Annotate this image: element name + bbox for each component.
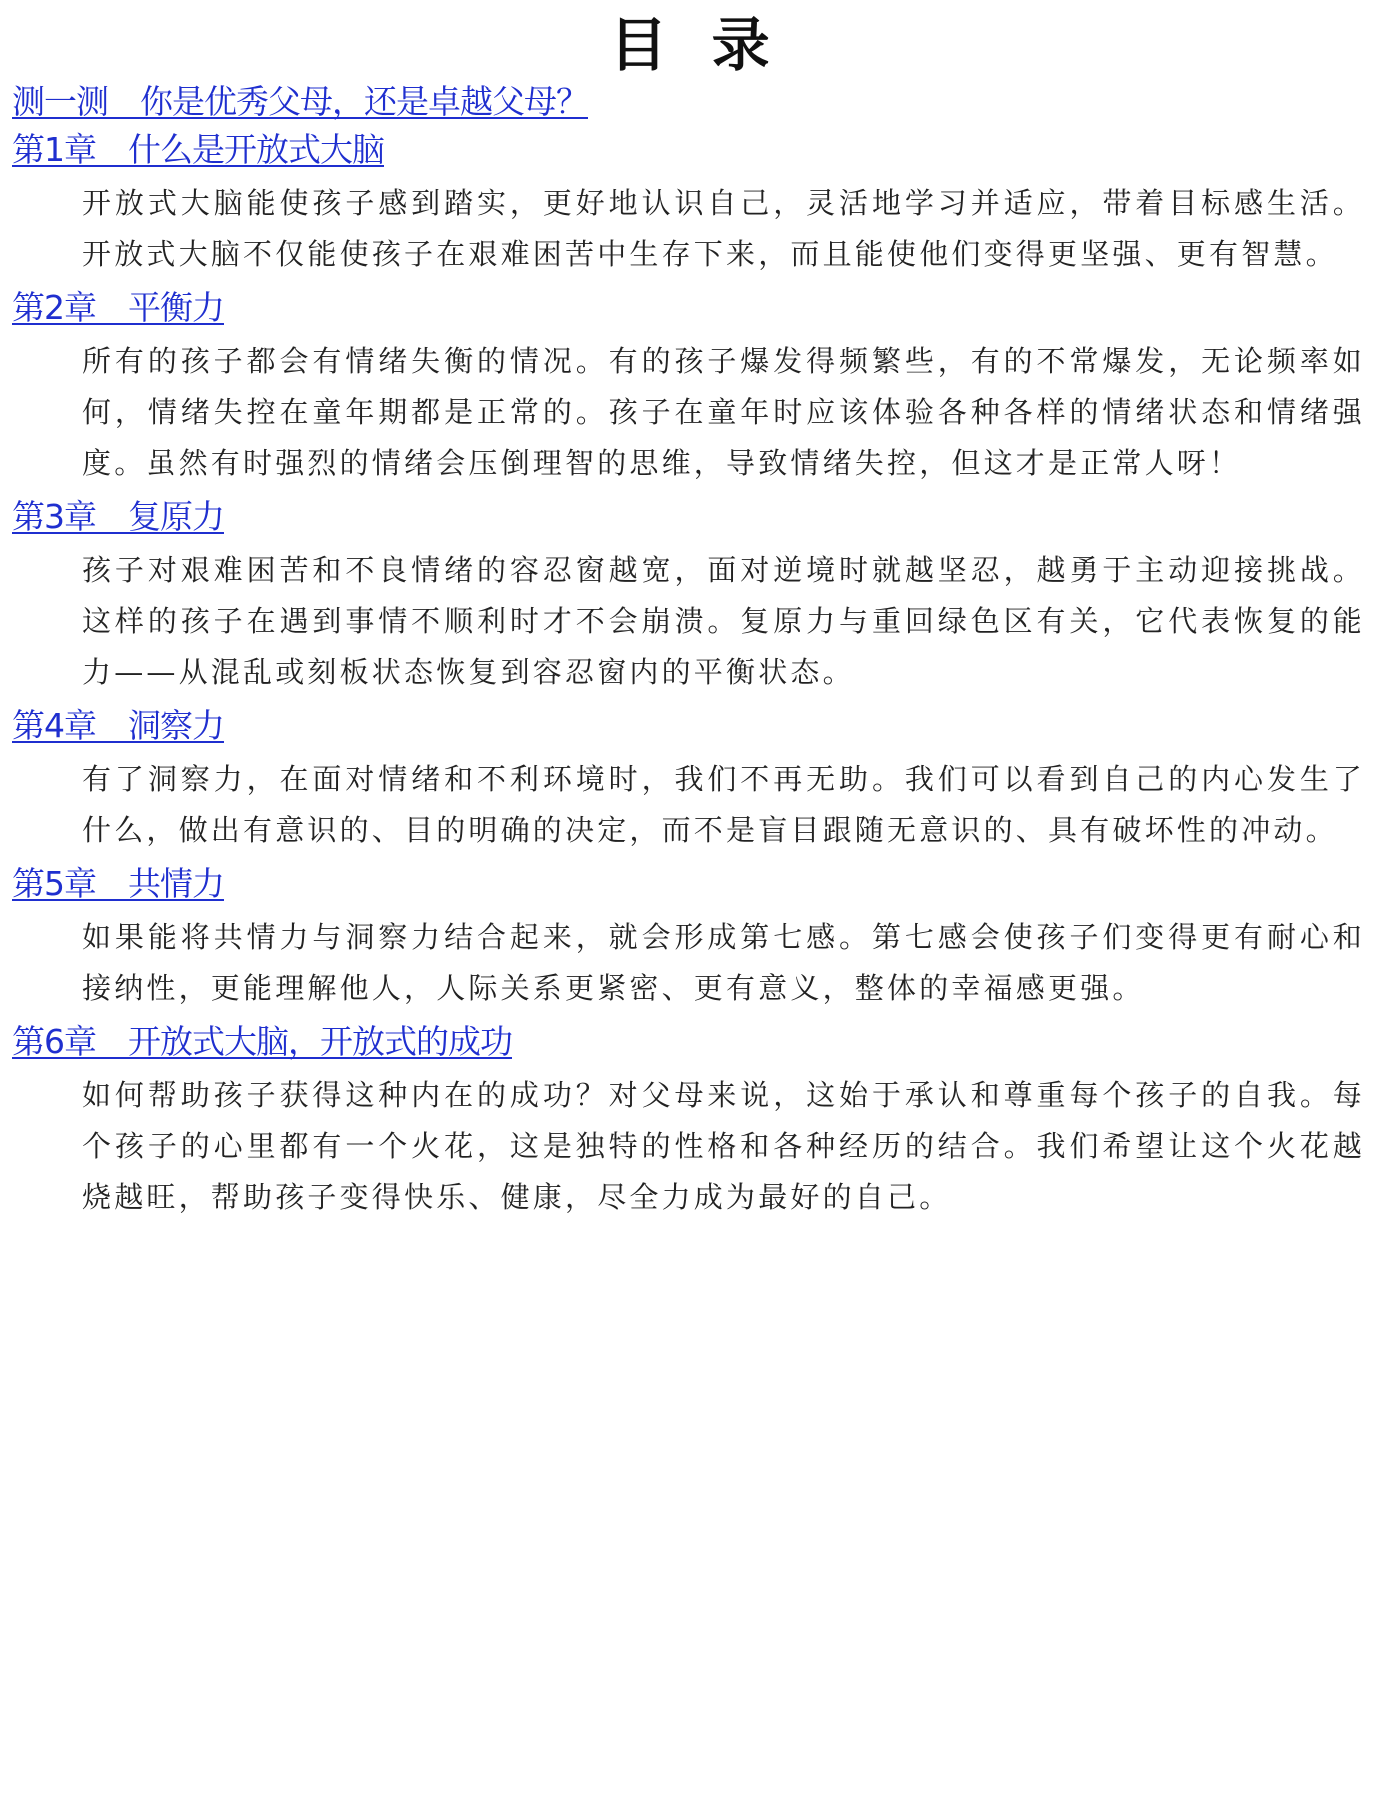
toc-link-quiz[interactable]: 测一测 你是优秀父母，还是卓越父母？ — [12, 82, 588, 121]
toc-entry-chapter-3 — [12, 493, 1391, 702]
page-title: 目 录 — [609, 11, 782, 79]
toc-entry-quiz — [12, 78, 1391, 126]
toc-entry-chapter-5 — [12, 860, 1391, 1018]
toc-link-chapter-1[interactable]: 第1章 什么是开放式大脑 — [12, 130, 384, 169]
toc-entry-chapter-4 — [12, 702, 1391, 860]
toc-entry-chapter-2 — [12, 284, 1391, 493]
toc-link-chapter-3[interactable]: 第3章 复原力 — [12, 497, 224, 536]
toc-link-chapter-6[interactable]: 第6章 开放式大脑，开放式的成功 — [12, 1022, 512, 1061]
chapter-6-summary: 如何帮助孩子获得这种内在的成功？对父母来说，这始于承认和尊重每个孩子的自我。每个孩子的心里都有一个火花，这是独特的性格和各种经历的结合。我们希望让这个火花越烧越旺，帮助孩子变得快乐、健康，尽全力成为最好的自己。 — [82, 1078, 1365, 1214]
toc-link-chapter-4[interactable]: 第4章 洞察力 — [12, 706, 224, 745]
toc-entry-chapter-6 — [12, 1018, 1391, 1227]
chapter-5-summary: 如果能将共情力与洞察力结合起来，就会形成第七感。第七感会使孩子们变得更有耐心和接纳性，更能理解他人，人际关系更紧密、更有意义，整体的幸福感更强。 — [82, 920, 1365, 1005]
chapter-2-summary: 所有的孩子都会有情绪失衡的情况。有的孩子爆发得频繁些，有的不常爆发，无论频率如何，情绪失控在童年期都是正常的。孩子在童年时应该体验各种各样的情绪状态和情绪强度。虽然有时强烈的情绪会压倒理智的思维，导致情绪失控，但这才是正常人呀！ — [82, 344, 1365, 480]
chapter-3-summary: 孩子对艰难困苦和不良情绪的容忍窗越宽，面对逆境时就越坚忍，越勇于主动迎接挑战。这样的孩子在遇到事情不顺利时才不会崩溃。复原力与重回绿色区有关，它代表恢复的能力——从混乱或刻板状态恢复到容忍窗内的平衡状态。 — [82, 553, 1365, 689]
chapter-4-summary: 有了洞察力，在面对情绪和不利环境时，我们不再无助。我们可以看到自己的内心发生了什么，做出有意识的、目的明确的决定，而不是盲目跟随无意识的、具有破坏性的冲动。 — [82, 762, 1365, 847]
toc-link-chapter-2[interactable]: 第2章 平衡力 — [12, 288, 224, 327]
chapter-1-summary: 开放式大脑能使孩子感到踏实，更好地认识自己，灵活地学习并适应，带着目标感生活。开放式大脑不仅能使孩子在艰难困苦中生存下来，而且能使他们变得更坚强、更有智慧。 — [82, 186, 1365, 271]
toc-link-chapter-5[interactable]: 第5章 共情力 — [12, 864, 224, 903]
table-of-contents — [0, 78, 1391, 1227]
toc-entry-chapter-1 — [12, 126, 1391, 284]
